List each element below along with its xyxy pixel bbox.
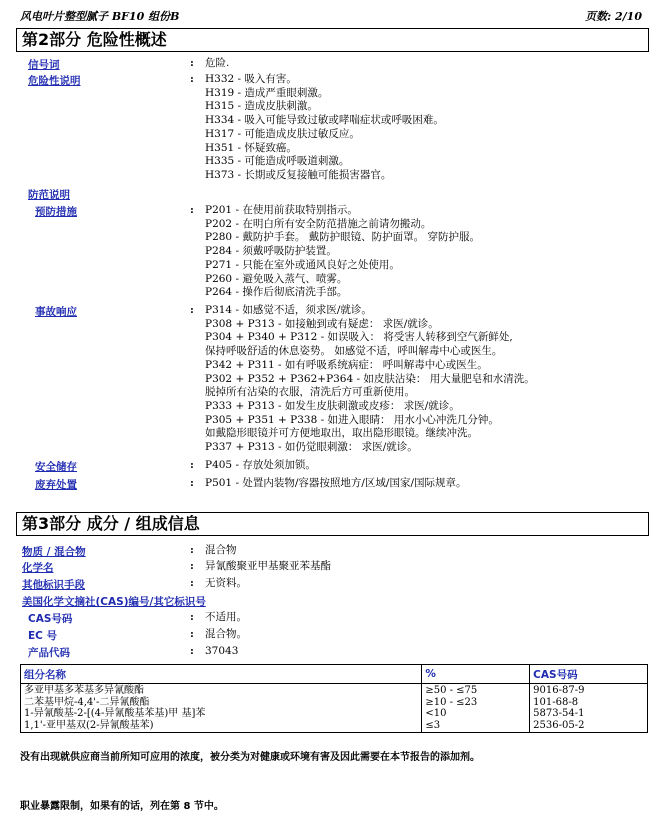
component-percent: ≤3 — [425, 719, 441, 731]
colon: : — [190, 73, 194, 85]
colon: : — [190, 459, 194, 471]
product-code-value: 37043 — [205, 645, 239, 657]
response-line: P333 + P313 - 如发生皮肤刺激或皮疹： 求医/就诊。 — [205, 399, 460, 412]
ec-number-label: EC 号 — [28, 630, 58, 642]
response-label: 事故响应 — [35, 306, 77, 318]
column-header-cas: CAS号码 — [530, 665, 648, 684]
colon: : — [190, 560, 194, 572]
response-line: P304 + P340 + P312 - 如误吸入： 将受害人转移到空气新鲜处, — [205, 331, 513, 344]
hazard-line: H334 - 吸入可能导致过敏或哮喘症状或呼吸困难。 — [205, 114, 444, 127]
response-line: P302 + P352 + P362+P364 - 如皮肤沾染： 用大量肥皂和水清洗。 — [205, 372, 535, 385]
component-cas: 101-68-8 — [533, 696, 579, 708]
table-row — [21, 684, 648, 733]
component-cas: 5873-54-1 — [533, 708, 585, 719]
prevention-list — [205, 204, 480, 300]
colon: : — [190, 544, 194, 556]
response-line: P314 - 如感觉不适，须求医/就诊。 — [205, 304, 372, 316]
other-id-value: 无资料。 — [205, 577, 247, 589]
disposal-value: P501 - 处置内装物/容器按照地方/区域/国家/国际规章。 — [205, 477, 467, 489]
hazard-statements-label: 危险性说明 — [28, 75, 81, 87]
prevention-line: P271 - 只能在室外或通风良好之处使用。 — [205, 258, 400, 271]
chemical-name-value: 异氰酸聚亚甲基聚亚苯基酯 — [205, 560, 331, 572]
component-percent: ≥10 - ≤23 — [425, 696, 478, 708]
component-percent: ≥50 - ≤75 — [425, 685, 478, 696]
hazard-line: H335 - 可能造成呼吸道刺激。 — [205, 155, 350, 168]
colon: : — [190, 204, 194, 216]
response-line: P342 + P311 - 如有呼吸系统病症： 呼叫解毒中心或医生。 — [205, 358, 488, 371]
component-cas: 9016-87-9 — [533, 685, 585, 696]
disposal-label: 废弃处置 — [35, 479, 77, 491]
section-3-title: 第3部分 成分 / 组成信息 — [16, 512, 649, 536]
prevention-line: P280 - 戴防护手套。 戴防护眼镜、防护面罩。 穿防护服。 — [205, 231, 481, 244]
column-header-percent: % — [422, 665, 530, 684]
response-list — [205, 304, 535, 455]
colon: : — [190, 57, 194, 69]
response-line: P337 + P313 - 如仍觉眼刺激： 求医/就诊。 — [205, 441, 418, 454]
component-name: 二苯基甲烷-4,4'-二异氰酸酯 — [24, 696, 150, 708]
response-line: 如戴隐形眼镜并可方便地取出，取出隐形眼镜。继续冲洗。 — [205, 427, 478, 440]
substance-value: 混合物 — [205, 544, 237, 556]
exposure-note: 职业暴露限制，如果有的话，列在第 8 节中。 — [20, 801, 224, 812]
column-header-component: 组分名称 — [21, 665, 422, 684]
colon: : — [190, 477, 194, 489]
hazard-line: H319 - 造成严重眼刺激。 — [205, 86, 329, 99]
storage-label: 安全储存 — [35, 461, 77, 473]
precautionary-heading: 防范说明 — [28, 189, 70, 201]
component-cas: 2536-05-2 — [533, 719, 585, 731]
component-percent: <10 — [425, 708, 447, 719]
other-id-label: 其他标识手段 — [22, 579, 85, 591]
prevention-line: P202 - 在明白所有安全防范措施之前请勿搬动。 — [205, 217, 432, 230]
prevention-line: P260 - 避免吸入蒸气、喷雾。 — [205, 272, 348, 285]
table-header-row — [21, 665, 648, 684]
page-header — [14, 6, 650, 24]
component-name: 1-异氰酸基-2-[(4-异氰酸基苯基)甲 基]苯 — [24, 708, 206, 719]
hazard-line: H332 - 吸入有害。 — [205, 73, 297, 85]
hazard-statements-list — [205, 73, 444, 183]
chemical-name-label: 化学名 — [22, 562, 54, 574]
component-name: 多亚甲基多苯基多异氰酸酯 — [24, 685, 144, 696]
cas-cell — [530, 684, 648, 733]
response-line: P305 + P351 + P338 - 如进入眼睛： 用水小心冲洗几分钟。 — [205, 413, 499, 426]
colon: : — [190, 628, 194, 640]
colon: : — [190, 304, 194, 316]
cas-number-label: CAS号码 — [28, 613, 73, 625]
prevention-line: P284 - 须戴呼吸防护装置。 — [205, 245, 337, 258]
signal-word-value: 危险. — [205, 57, 230, 69]
response-line: P308 + P313 - 如接触到或有疑虑： 求医/就诊。 — [205, 317, 439, 330]
colon: : — [190, 577, 194, 589]
cas-number-value: 不适用。 — [205, 611, 247, 623]
ec-number-value: 混合物。 — [205, 628, 247, 640]
composition-footnote: 没有出现就供应商当前所知可应用的浓度，被分类为对健康或环境有害及因此需要在本节报告的添加剂。 — [20, 752, 480, 763]
product-code-label: 产品代码 — [28, 647, 70, 659]
prevention-label: 预防措施 — [35, 206, 77, 218]
response-line: 保持呼吸舒适的休息姿势。 如感觉不适，呼叫解毒中心或医生。 — [205, 345, 503, 358]
storage-value: P405 - 存放处须加锁。 — [205, 459, 316, 471]
composition-table — [20, 664, 648, 733]
percent-cell — [422, 684, 530, 733]
component-name: 1,1'-亚甲基双(2-异氰酸基苯) — [24, 719, 154, 731]
signal-word-label: 信号词 — [28, 59, 60, 71]
hazard-line: H373 - 长期或反复接触可能损害器官。 — [205, 168, 392, 181]
page-number: 页数: 2/10 — [585, 10, 642, 23]
hazard-line: H315 - 造成皮肤刺激。 — [205, 100, 318, 113]
response-line: 脱掉所有沾染的衣服，清洗后方可重新使用。 — [205, 386, 415, 399]
colon: : — [190, 645, 194, 657]
prevention-line: P264 - 操作后彻底清洗手部。 — [205, 286, 348, 299]
hazard-line: H351 - 怀疑致癌。 — [205, 141, 297, 154]
substance-label: 物质 / 混合物 — [22, 546, 86, 558]
section-2-title: 第2部分 危险性概述 — [16, 28, 649, 52]
cas-heading: 美国化学文摘社(CAS)编号/其它标识号 — [22, 596, 206, 608]
prevention-line: P201 - 在使用前获取特别指示。 — [205, 204, 358, 216]
component-names-cell — [21, 684, 422, 733]
colon: : — [190, 611, 194, 623]
hazard-line: H317 - 可能造成皮肤过敏反应。 — [205, 127, 360, 140]
document-title: 风电叶片整型腻子 BF10 组份B — [20, 10, 180, 23]
